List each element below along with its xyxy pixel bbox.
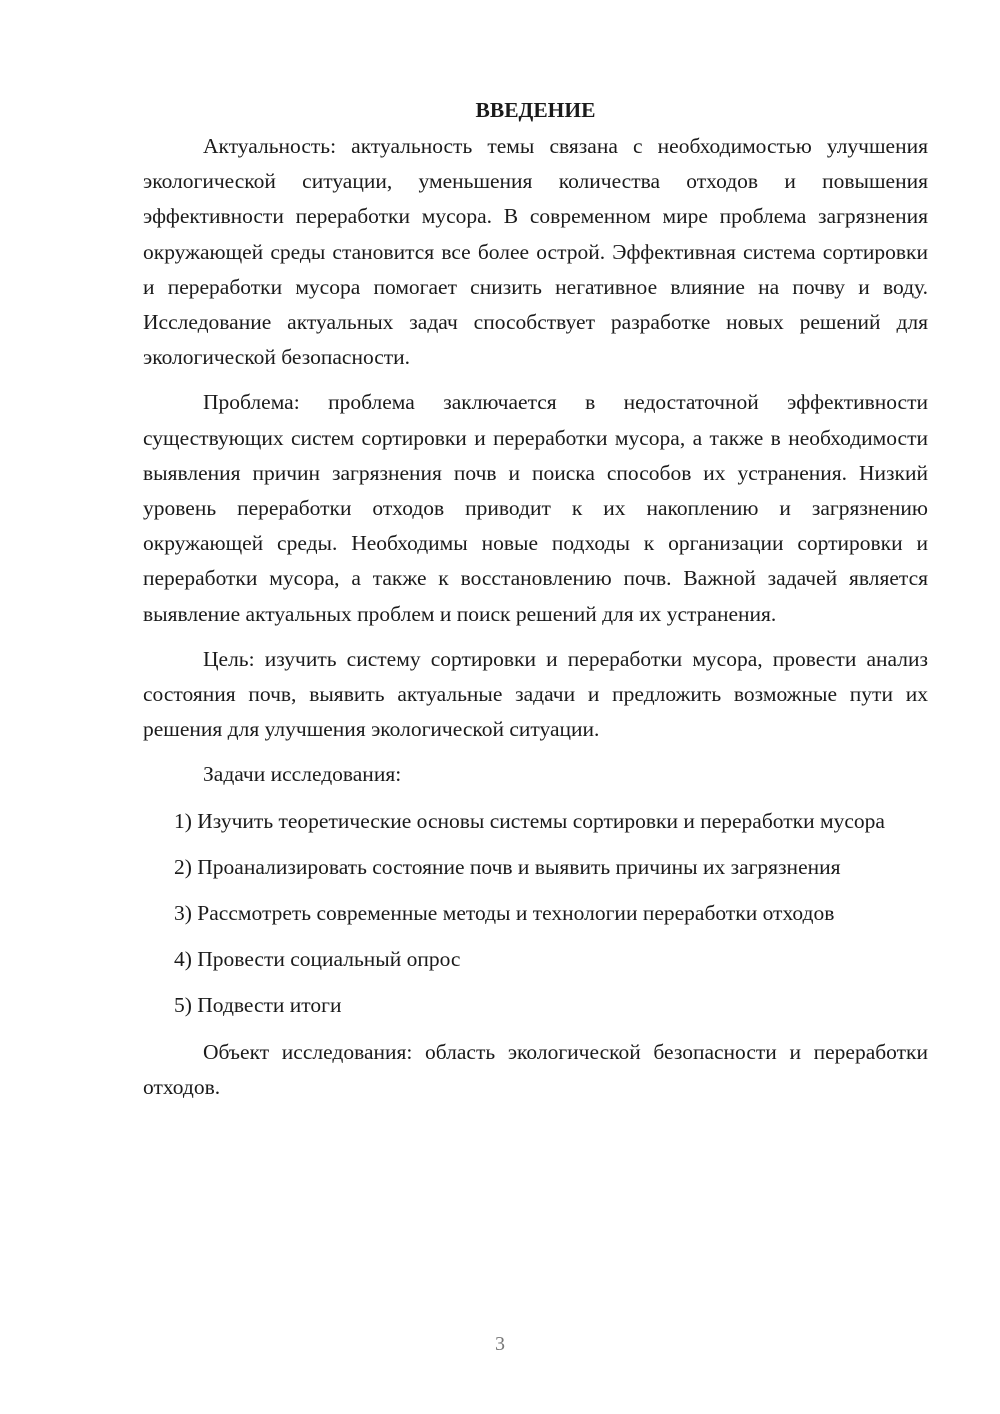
paragraph-relevance: Актуальность: актуальность темы связана с необходимостью улучшения экологической ситуации, уменьшения количества отходов и повышения эффективности переработки мусора. В современном мире проблема загрязнения окружающей среды становится все более острой. Эффективная система сортировки и переработки мусора помогает снизить негативное влияние на почву и воду. Исследование актуальных задач способствует разработке новых решений для экологической безопасности.: [143, 134, 928, 370]
paragraph-goal: Цель: изучить систему сортировки и переработки мусора, провести анализ состояния почв, выявить актуальные задачи и предложить возможные пути их решения для улучшения экологической ситуации.: [143, 646, 928, 742]
paragraph-object: Объект исследования: область экологической безопасности и переработки отходов.: [143, 1039, 928, 1099]
task-item-5: 5) Подвести итоги: [174, 993, 342, 1018]
document-page: [143, 92, 928, 1105]
task-item-1: 1) Изучить теоретические основы системы сортировки и переработки мусора: [174, 808, 885, 833]
task-item-3: 3) Рассмотреть современные методы и технологии переработки отходов: [174, 901, 835, 926]
paragraph-tasks-heading: Задачи исследования:: [203, 762, 402, 787]
paragraph-problem: Проблема: проблема заключается в недостаточной эффективности существующих систем сортировки и переработки мусора, а также в необходимости выявления причин загрязнения почв и поиска способов их устранения. Низкий уровень переработки отходов приводит к их накоплению и загрязнению окружающей среды. Необходимы новые подходы к организации сортировки и переработки мусора, а также к восстановлению почв. Важной задачей является выявление актуальных проблем и поиск решений для их устранения.: [143, 390, 928, 626]
section-title: ВВЕДЕНИЕ: [475, 98, 596, 122]
page-number: 3: [495, 1333, 505, 1355]
task-item-4: 4) Провести социальный опрос: [174, 947, 461, 972]
task-item-2: 2) Проанализировать состояние почв и выявить причины их загрязнения: [174, 854, 841, 879]
